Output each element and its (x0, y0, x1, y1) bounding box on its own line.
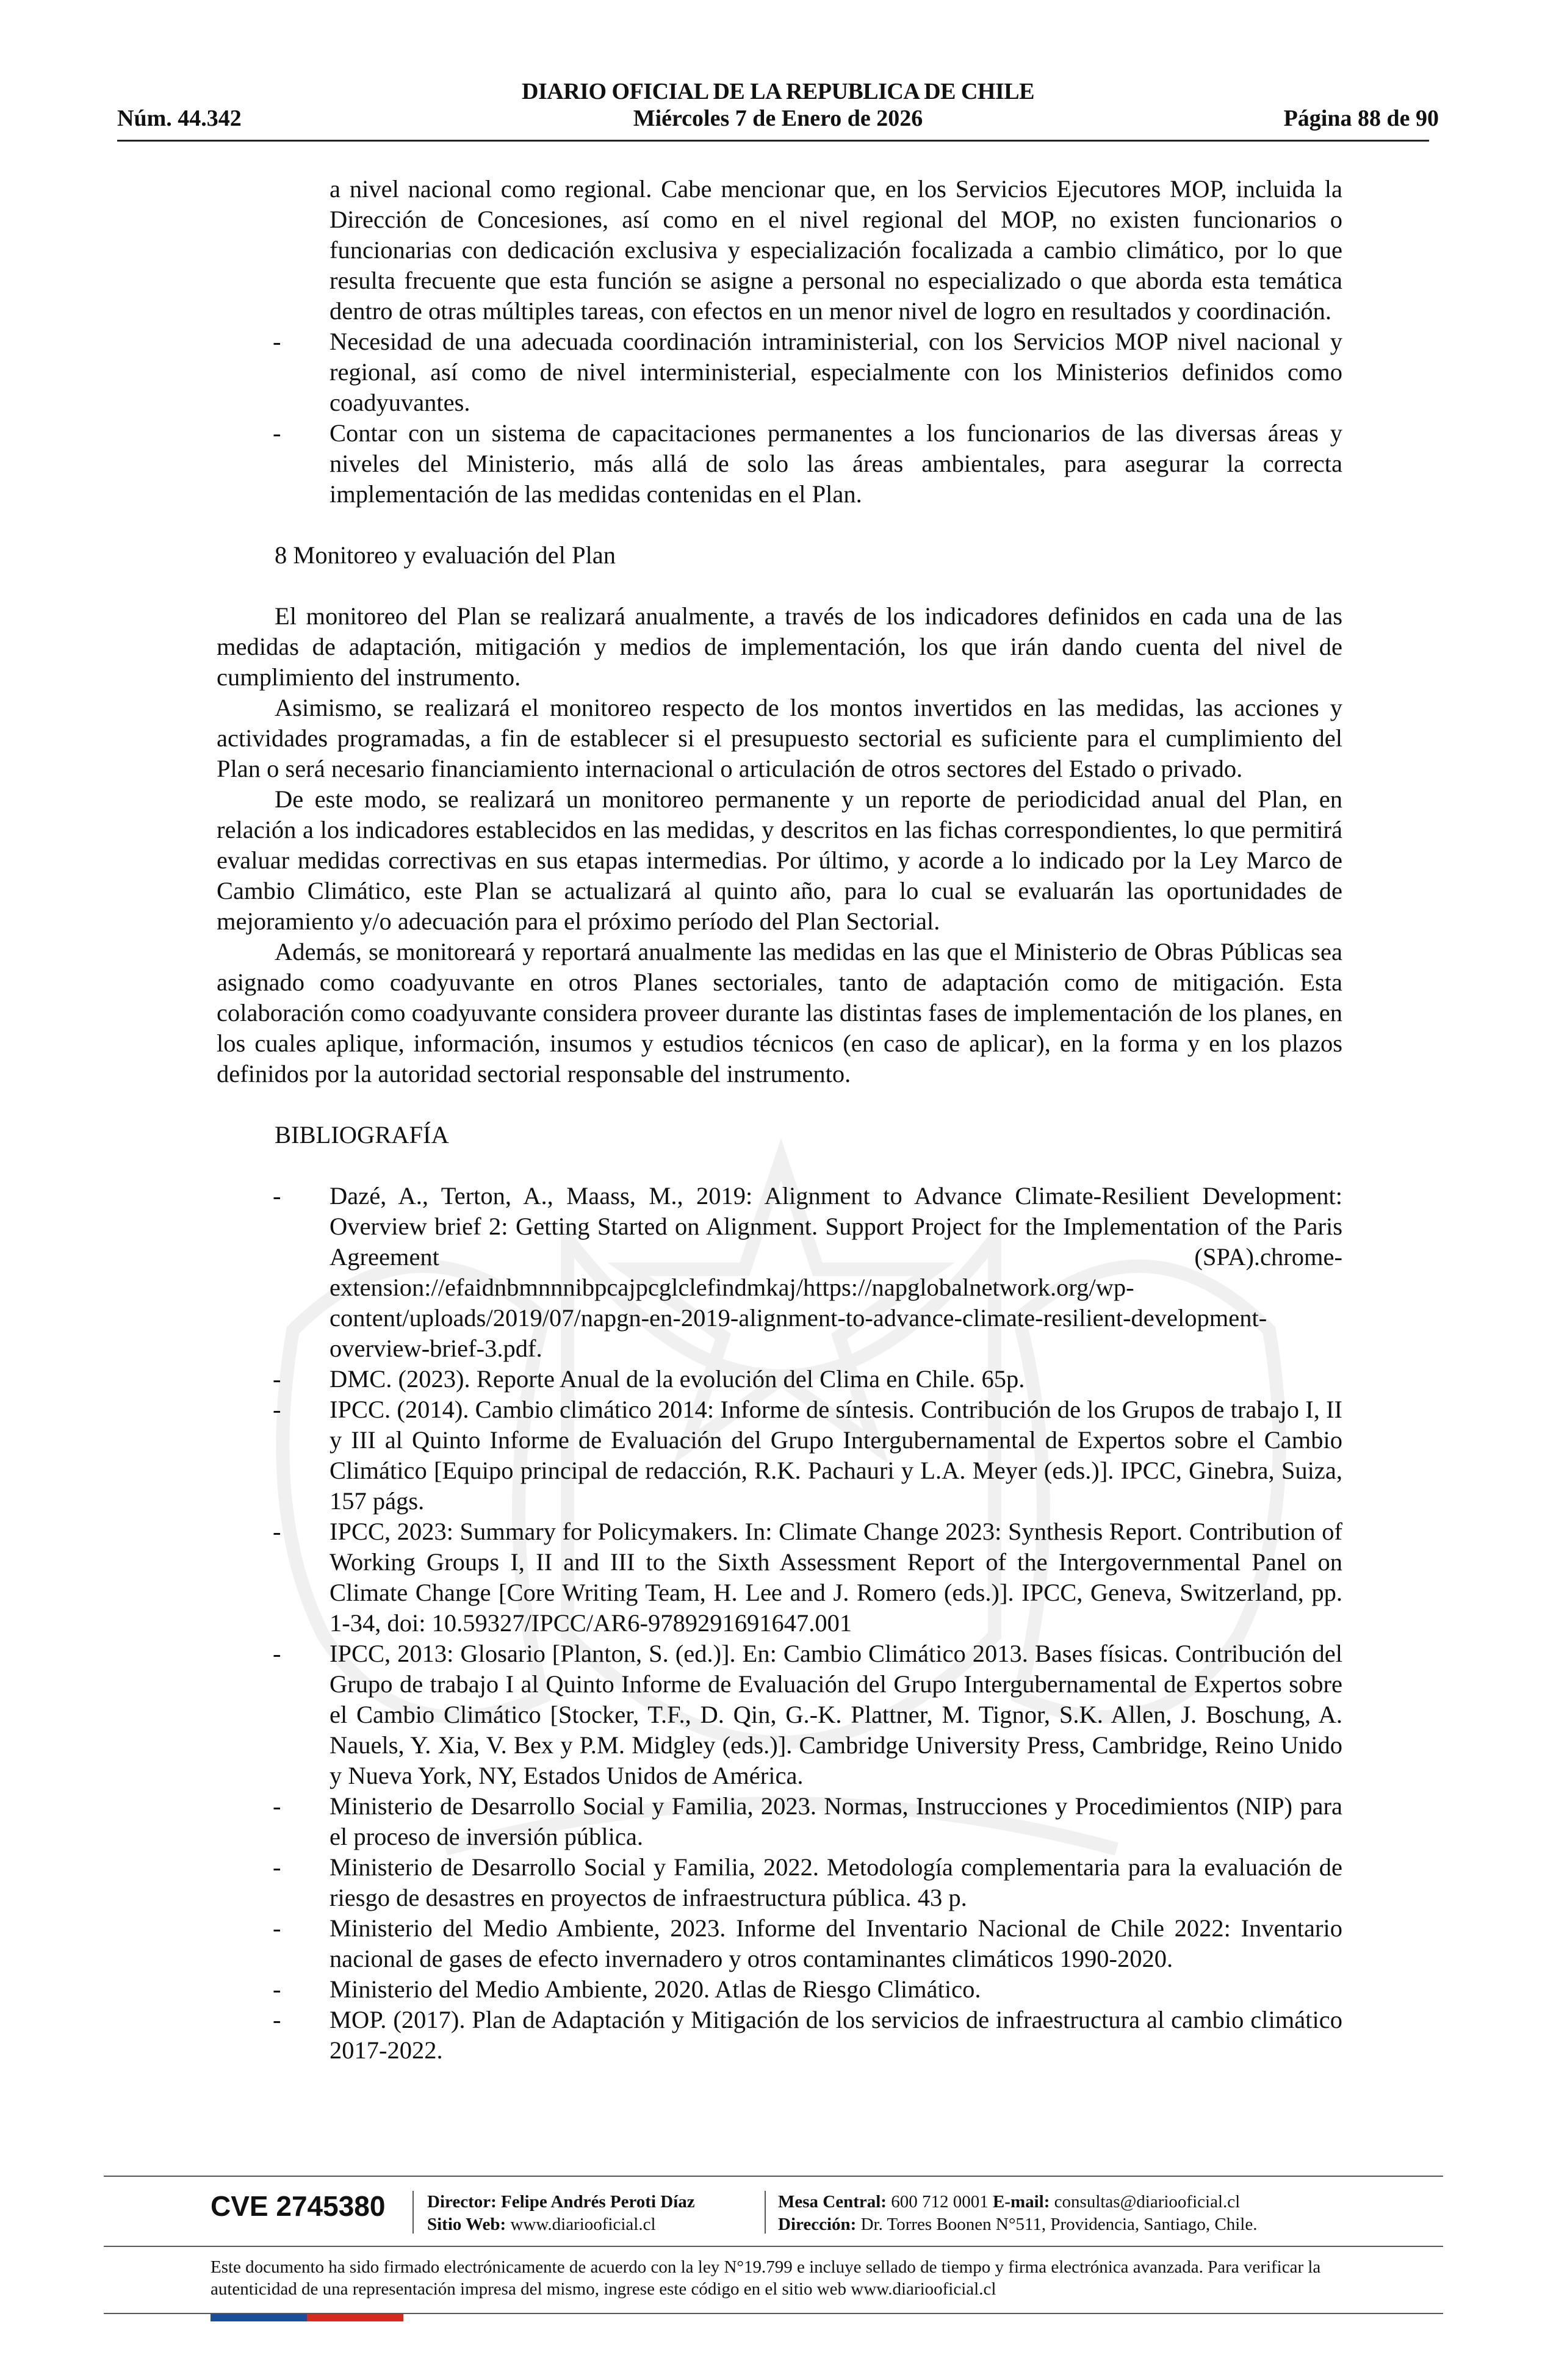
mesa-central-phone: 600 712 0001 (891, 2192, 989, 2212)
bibliography-entry: - DMC. (2023). Reporte Anual de la evolución del Clima en Chile. 65p. (217, 1364, 1342, 1394)
footer-separator (412, 2191, 414, 2234)
footer-contact-block (778, 2191, 1257, 2236)
bullet-item: - Contar con un sistema de capacitaciones permanentes a los funcionarios de las diversas áreas y niveles del Ministerio, más allá de solo las áreas ambientales, para asegurar la correcta implementación de las medidas contenidas en el Plan. (217, 418, 1342, 510)
website-label: Sitio Web: (427, 2215, 506, 2234)
address-label: Dirección: (778, 2215, 857, 2234)
bibliography-entry: - Ministerio del Medio Ambiente, 2020. Atlas de Riesgo Climático. (217, 1974, 1342, 2005)
section-heading: 8 Monitoreo y evaluación del Plan (275, 541, 616, 569)
bibliography-entry: - IPCC. (2014). Cambio climático 2014: Informe de síntesis. Contribución de los Grupos de trabajo I, II y III al Quinto Informe de Evaluación del Grupo Intergubernamental de Expertos sobre el Cambio Climático [Equipo principal de redacción, R.K. Pachauri y L.A. Meyer (eds.)]. IPCC, Ginebra, Suiza, 157 págs. (217, 1394, 1342, 1516)
address-text: Dr. Torres Boonen N°511, Providencia, Santiago, Chile. (860, 2215, 1258, 2234)
director-label: Director: (427, 2192, 497, 2212)
body-paragraph: De este modo, se realizará un monitoreo permanente y un reporte de periodicidad anual del Plan, en relación a los indicadores establecidos en las medidas, y descritos en las fichas correspondientes, lo que permitirá evaluar medidas correctivas en sus etapas intermedias. Por último, y acorde a lo indicado por la Ley Marco de Cambio Climático, este Plan se actualizará al quinto año, para lo cual se evaluarán las oportunidades de mejoramiento y/o adecuación para el próximo período del Plan Sectorial. (217, 785, 1342, 935)
page-number: Página 88 de 90 (1283, 106, 1439, 131)
bibliography-entry: - Ministerio de Desarrollo Social y Familia, 2022. Metodología complementaria para la evaluación de riesgo de desastres en proyectos de infraestructura pública. 43 p. (217, 1852, 1342, 1913)
bibliography-entry: - IPCC, 2023: Summary for Policymakers. In: Climate Change 2023: Synthesis Report. Contribution of Working Groups I, II and III to the Sixth Assessment Report of the Intergovernmental Panel on Climate Change [Core Writing Team, H. Lee and J. Romero (eds.)]. IPCC, Geneva, Switzerland, pp. 1-34, doi: 10.59327/IPCC/AR6-9789291691647.001 (217, 1516, 1342, 1639)
signature-notice: Este documento ha sido firmado electrónicamente de acuerdo con la ley N°19.799 e incluye sellado de tiempo y firma electrónica avanzada. Para verificar la autenticidad de una representación impresa del mismo, ingrese este código en el sitio web www.diariooficial.cl (211, 2257, 1321, 2299)
mesa-central-label: Mesa Central: (778, 2192, 887, 2212)
footer-separator (765, 2191, 766, 2234)
issue-date: Miércoles 7 de Enero de 2026 (633, 106, 923, 131)
website-link[interactable]: www.diariooficial.cl (510, 2215, 656, 2234)
bibliography-heading: BIBLIOGRAFÍA (275, 1121, 449, 1149)
email-link[interactable]: consultas@diariooficial.cl (1054, 2192, 1241, 2212)
document-body (217, 174, 1342, 2066)
issue-number: Núm. 44.342 (117, 106, 242, 131)
flag-stripe-blue (211, 2314, 307, 2321)
cve-code: CVE 2745380 (211, 2190, 386, 2222)
bullet-item: - Necesidad de una adecuada coordinación intraministerial, con los Servicios MOP nivel nacional y regional, así como de nivel interministerial, especialmente con los Ministerios definidos como coadyuvantes. (217, 326, 1342, 418)
bibliography-entry: - Ministerio de Desarrollo Social y Familia, 2023. Normas, Instrucciones y Procedimientos (NIP) para el proceso de inversión pública. (217, 1791, 1342, 1852)
footer-director-block (427, 2191, 695, 2236)
bibliography-entry: - MOP. (2017). Plan de Adaptación y Mitigación de los servicios de infraestructura al cambio climático 2017-2022. (217, 2005, 1342, 2066)
body-paragraph: Asimismo, se realizará el monitoreo respecto de los montos invertidos en las medidas, las acciones y actividades programadas, a fin de establecer si el presupuesto sectorial es suficiente para el cumplimiento del Plan o será necesario financiamiento internacional o articulación de otros sectores del Estado o privado. (217, 694, 1342, 782)
header-divider (117, 140, 1429, 142)
flag-stripe-red (307, 2314, 403, 2321)
footer-divider-top (104, 2176, 1443, 2177)
email-label: E-mail: (992, 2192, 1050, 2212)
bibliography-entry: - Dazé, A., Terton, A., Maass, M., 2019: Alignment to Advance Climate-Resilient Development: Overview brief 2: Getting Started on Alignment. Support Project for the Implementation of the Paris Agreement (SPA).chrome-extension://efaidnbmnnnibpcajpcglclefindmkaj/https://napglobalnetwork.org/wp-content/uploads/2019/07/napgn-en-2019-alignment-to-advance-climate-resilient-development-overview-brief-3.pdf. (217, 1181, 1342, 1364)
body-paragraph: Además, se monitoreará y reportará anualmente las medidas en las que el Ministerio de Obras Públicas sea asignado como coadyuvante en otros Planes sectoriales, tanto de adaptación como de mitigación. Esta colaboración como coadyuvante considera proveer durante las distintas fases de implementación de los planes, en los cuales aplique, información, insumos y estudios técnicos (en caso de aplicar), en la forma y en los plazos definidos por la autoridad sectorial responsable del instrumento. (217, 938, 1342, 1087)
continued-paragraph: a nivel nacional como regional. Cabe mencionar que, en los Servicios Ejecutores MOP, incluida la Dirección de Concesiones, así como en el nivel regional del MOP, no existen funcionarios o funcionarias con dedicación exclusiva y especialización focalizada a cambio climático, por lo que resulta frecuente que esta función se asigne a personal no especializado o que aborda esta temática dentro de otras múltiples tareas, con efectos en un menor nivel de logro en resultados y coordinación. (330, 175, 1342, 325)
body-paragraph: El monitoreo del Plan se realizará anualmente, a través de los indicadores definidos en cada una de las medidas de adaptación, mitigación y medios de implementación, los que irán dando cuenta del nivel de cumplimiento del instrumento. (217, 602, 1342, 691)
director-name: Felipe Andrés Peroti Díaz (501, 2192, 695, 2212)
footer-divider-middle (104, 2246, 1443, 2247)
newspaper-title: DIARIO OFICIAL DE LA REPUBLICA DE CHILE (522, 79, 1034, 104)
bibliography-entry: - Ministerio del Medio Ambiente, 2023. Informe del Inventario Nacional de Chile 2022: Inventario nacional de gases de efecto invernadero y otros contaminantes climáticos 1990-2020. (217, 1913, 1342, 1974)
bibliography-entry: - IPCC, 2013: Glosario [Planton, S. (ed.)]. En: Cambio Climático 2013. Bases físicas. Contribución del Grupo de trabajo I al Quinto Informe de Evaluación del Grupo Intergubernamental de Expertos sobre el Cambio Climático [Stocker, T.F., D. Qin, G.-K. Plattner, M. Tignor, S.K. Allen, J. Boschung, A. Nauels, Y. Xia, V. Bex y P.M. Midgley (eds.)]. Cambridge University Press, Cambridge, Reino Unido y Nueva York, NY, Estados Unidos de América. (217, 1639, 1342, 1791)
